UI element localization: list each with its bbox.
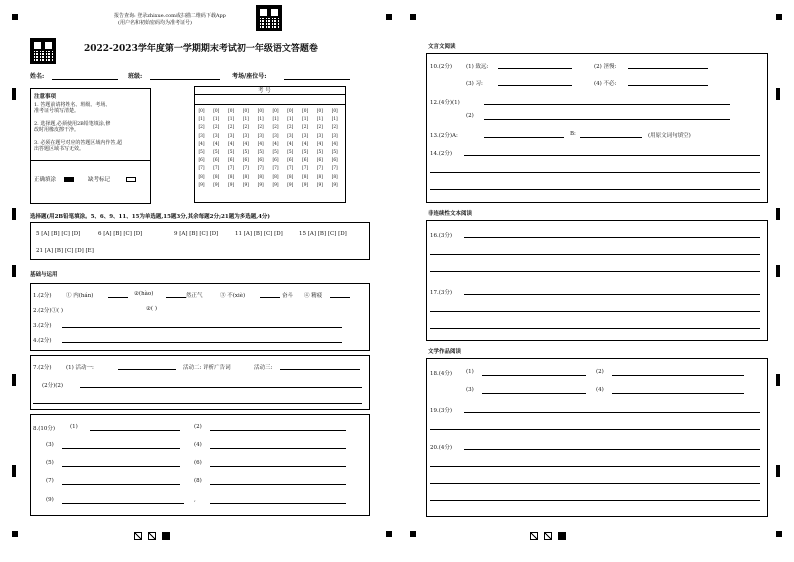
- exam-id-bubble[interactable]: [7]: [242, 166, 249, 172]
- q7-activity3: 活动三:: [254, 365, 273, 371]
- q1-d: ④ 精疲: [304, 293, 323, 299]
- exam-id-bubble[interactable]: [5]: [302, 150, 309, 156]
- exam-id-bubble[interactable]: [2]: [302, 125, 309, 131]
- correct-fill-sample: [64, 177, 74, 182]
- classical-section-title: 文言文阅读: [428, 44, 456, 50]
- exam-id-bubble[interactable]: [8]: [213, 174, 220, 180]
- exam-id-bubble[interactable]: [0]: [331, 109, 338, 114]
- q7-line3[interactable]: [33, 403, 362, 404]
- exam-id-bubble[interactable]: [2]: [331, 125, 338, 131]
- q10-4-line[interactable]: [628, 85, 708, 86]
- corner-mark: [386, 531, 392, 537]
- exam-id-bubble[interactable]: [8]: [198, 174, 205, 180]
- q18-3-line[interactable]: [482, 393, 586, 394]
- notes-item: 1. 答题前请将姓名、班级、考场、准考证号填写清楚。: [34, 102, 111, 114]
- q18-1: (1): [466, 369, 474, 375]
- exam-id-bubble[interactable]: [5]: [257, 150, 264, 156]
- q8-3-line[interactable]: [62, 448, 180, 449]
- corner-mark: [410, 531, 416, 537]
- basics-section-title: 基础与运用: [30, 272, 58, 278]
- choice-section-title: 选择题(用2B铅笔填涂。5、6、9、11、15为单选题,15题3分,其余每题2分;21题为多选题,4分): [30, 214, 271, 220]
- class-field[interactable]: [150, 79, 220, 80]
- exam-id-bubble[interactable]: [9]: [331, 182, 338, 188]
- exam-id-bubble[interactable]: [1]: [302, 117, 309, 123]
- q16-line2[interactable]: [430, 254, 760, 255]
- q8-8: (8): [194, 478, 202, 484]
- q1-a: ① 内(hán): [66, 293, 94, 299]
- exam-id-bubble[interactable]: [5]: [228, 150, 235, 156]
- exam-id-bubble[interactable]: [0]: [257, 109, 264, 114]
- q19-line2[interactable]: [430, 429, 760, 430]
- name-field[interactable]: [52, 79, 118, 80]
- exam-id-bubble[interactable]: [9]: [272, 182, 279, 188]
- exam-id-bubble[interactable]: [4]: [302, 141, 309, 147]
- q10-2: (2) 淫慢:: [594, 64, 617, 70]
- exam-id-header-line: [194, 94, 346, 95]
- q7-activity3-line[interactable]: [280, 369, 360, 370]
- q7-line2[interactable]: [80, 387, 362, 388]
- exam-id-bubble[interactable]: [2]: [228, 125, 235, 131]
- q12-label: 12.(4分)(1): [430, 100, 460, 106]
- exam-id-bubble[interactable]: [5]: [272, 150, 279, 156]
- exam-id-bubble[interactable]: [7]: [287, 166, 294, 172]
- exam-id-bubble[interactable]: [7]: [257, 166, 264, 172]
- app-qr-code: [256, 5, 282, 31]
- exam-id-bubble[interactable]: [7]: [213, 166, 220, 172]
- exam-id-bubble[interactable]: [1]: [272, 117, 279, 123]
- exam-id-bubble[interactable]: [9]: [242, 182, 249, 188]
- q10-1: (1) 致远:: [466, 64, 489, 70]
- exam-id-column[interactable]: [226, 108, 237, 190]
- literary-box: [426, 358, 768, 517]
- q8-8-line[interactable]: [210, 484, 346, 485]
- q8-label: 8.(10分): [33, 426, 56, 432]
- exam-id-bubble[interactable]: [0]: [198, 109, 205, 114]
- q8-7: (7): [46, 478, 54, 484]
- exam-id-bubble[interactable]: [0]: [287, 109, 294, 114]
- exam-id-bubble[interactable]: [3]: [272, 133, 279, 139]
- corner-mark: [386, 14, 392, 20]
- q18-label: 18.(4分): [430, 371, 453, 377]
- q17-line3[interactable]: [430, 328, 760, 329]
- q20-line1[interactable]: [464, 449, 760, 450]
- q4-label: 4.(2分): [33, 338, 52, 344]
- q12-1-line[interactable]: [484, 104, 730, 105]
- timing-mark: [12, 465, 16, 477]
- exam-id-bubble[interactable]: [4]: [242, 141, 249, 147]
- page-marker-slash: [134, 532, 142, 540]
- report-notice-line2: (用户名和初始密码均为准考证号): [118, 20, 192, 26]
- q1-b-tail: 然正气: [186, 293, 203, 299]
- q8-2: (2): [194, 424, 202, 430]
- corner-mark: [12, 14, 18, 20]
- q16-label: 16.(3分): [430, 233, 453, 239]
- timing-mark: [776, 88, 780, 100]
- exam-id-column[interactable]: [300, 108, 311, 190]
- exam-id-bubble[interactable]: [1]: [331, 117, 338, 123]
- exam-id-bubble[interactable]: [2]: [316, 125, 323, 131]
- exam-id-bubble[interactable]: [4]: [198, 141, 205, 147]
- q10-1-line[interactable]: [498, 68, 572, 69]
- q1-a-blank[interactable]: [108, 297, 128, 298]
- q7-activity1: (1) 活动一:: [66, 365, 94, 371]
- exam-id-bubble[interactable]: [6]: [228, 158, 235, 164]
- q13-a-line[interactable]: [484, 137, 564, 138]
- q7-activity1-line[interactable]: [118, 369, 176, 370]
- missing-mark-box[interactable]: [126, 177, 136, 182]
- exam-id-bubble[interactable]: [3]: [257, 133, 264, 139]
- exam-id-bubble[interactable]: [2]: [272, 125, 279, 131]
- q8-4-line[interactable]: [210, 448, 346, 449]
- exam-id-bubble[interactable]: [7]: [302, 166, 309, 172]
- exam-id-bubble[interactable]: [6]: [287, 158, 294, 164]
- q17-label: 17.(3分): [430, 290, 453, 296]
- q1-c-blank[interactable]: [260, 297, 280, 298]
- q10-3: (3) 习:: [466, 81, 483, 87]
- corner-mark: [410, 14, 416, 20]
- q8-comma: ,: [194, 497, 196, 503]
- q12-2: (2): [466, 113, 474, 119]
- q13-b: B:: [570, 131, 576, 137]
- exam-id-bubble[interactable]: [0]: [242, 109, 249, 114]
- choice-q15[interactable]: 15 [A] [B] [C] [D]: [299, 231, 347, 237]
- exam-id-bubble[interactable]: [3]: [228, 133, 235, 139]
- q10-label: 10.(2分): [430, 64, 453, 70]
- exam-id-bubble[interactable]: [5]: [316, 150, 323, 156]
- exam-id-bubble[interactable]: [5]: [213, 150, 220, 156]
- exam-id-bubble[interactable]: [6]: [302, 158, 309, 164]
- q17-line1[interactable]: [464, 294, 760, 295]
- exam-id-bubble[interactable]: [7]: [316, 166, 323, 172]
- corner-mark: [776, 14, 782, 20]
- exam-id-bubble[interactable]: [1]: [257, 117, 264, 123]
- q20-line4[interactable]: [430, 500, 760, 501]
- q3-line[interactable]: [62, 327, 342, 328]
- exam-id-bubble[interactable]: [6]: [316, 158, 323, 164]
- exam-id-bubble[interactable]: [6]: [198, 158, 205, 164]
- exam-id-bubble[interactable]: [7]: [198, 166, 205, 172]
- exam-id-bubble[interactable]: [2]: [213, 125, 220, 131]
- q8-10-line[interactable]: [210, 503, 346, 504]
- exam-id-bubbles[interactable]: [196, 108, 346, 202]
- exam-id-bubble[interactable]: [3]: [213, 133, 220, 139]
- choice-q5[interactable]: 5 [A] [B] [C] [D]: [36, 231, 81, 237]
- classical-box: [426, 53, 768, 203]
- notes-item: 2. 选择题,必须使用2B铅笔填涂,修改时用橡皮擦干净。: [34, 121, 111, 133]
- exam-id-bubble[interactable]: [4]: [331, 141, 338, 147]
- correct-fill-label: 正确填涂: [34, 177, 57, 183]
- exam-id-bubble[interactable]: [0]: [316, 109, 323, 114]
- q8-9-line[interactable]: [62, 503, 184, 504]
- seat-field[interactable]: [284, 79, 350, 80]
- exam-id-bubble[interactable]: [1]: [242, 117, 249, 123]
- exam-id-bubble[interactable]: [0]: [302, 109, 309, 114]
- q8-5: (5): [46, 460, 54, 466]
- nonlit-box: [426, 220, 768, 341]
- q8-3: (3): [46, 442, 54, 448]
- exam-id-column[interactable]: [211, 108, 222, 190]
- q13-hint: (用原文词句填空): [648, 133, 691, 139]
- exam-id-bubble[interactable]: [6]: [272, 158, 279, 164]
- missing-mark-label: 缺考标记: [88, 177, 111, 183]
- exam-id-bubble[interactable]: [3]: [198, 133, 205, 139]
- exam-id-column[interactable]: [255, 108, 266, 190]
- exam-id-bubble[interactable]: [5]: [331, 150, 338, 156]
- q18-4: (4): [596, 387, 604, 393]
- student-qr-code: [30, 38, 56, 64]
- q16-line1[interactable]: [464, 237, 760, 238]
- q14-line3[interactable]: [430, 189, 760, 190]
- exam-id-bubble[interactable]: [9]: [198, 182, 205, 188]
- q8-1: (1): [70, 424, 78, 430]
- q1-c: ③ 不(xiè): [220, 293, 246, 299]
- choice-q11[interactable]: 11 [A] [B] [C] [D]: [235, 231, 283, 237]
- timing-mark: [12, 208, 16, 220]
- q1-b-blank[interactable]: [166, 297, 186, 298]
- q13-b-line[interactable]: [580, 137, 642, 138]
- choice-box: [30, 222, 370, 260]
- corner-mark: [776, 531, 782, 537]
- choice-q21[interactable]: 21 [A] [B] [C] [D] [E]: [36, 248, 94, 254]
- exam-id-bubble[interactable]: [4]: [257, 141, 264, 147]
- q7-sub2: (2分)(2): [42, 383, 64, 389]
- exam-id-bubble[interactable]: [9]: [302, 182, 309, 188]
- q10-3-line[interactable]: [498, 85, 572, 86]
- exam-id-bubble[interactable]: [6]: [213, 158, 220, 164]
- page-marker-block: [558, 532, 566, 540]
- q16-line3[interactable]: [430, 271, 760, 272]
- choice-q9[interactable]: 9 [A] [B] [C] [D]: [174, 231, 219, 237]
- q18-4-line[interactable]: [612, 393, 744, 394]
- seat-label: 考场/座位号:: [232, 73, 267, 80]
- exam-id-bubble[interactable]: [2]: [257, 125, 264, 131]
- choice-q6[interactable]: 6 [A] [B] [C] [D]: [98, 231, 143, 237]
- q4-line[interactable]: [62, 342, 342, 343]
- q18-2: (2): [596, 369, 604, 375]
- q7-activity2: 活动二: 评析广告词: [183, 365, 231, 371]
- corner-mark: [12, 531, 18, 537]
- page-marker-slash: [530, 532, 538, 540]
- timing-mark: [776, 374, 780, 386]
- exam-id-bubble[interactable]: [2]: [242, 125, 249, 131]
- q3-label: 3.(2分): [33, 323, 52, 329]
- q8-9: (9): [46, 497, 54, 503]
- q2-b: ②( ): [146, 306, 157, 312]
- exam-id-label: 考 号: [258, 88, 271, 94]
- q8-1-line[interactable]: [90, 430, 180, 431]
- q8-2-line[interactable]: [210, 430, 346, 431]
- q8-6-line[interactable]: [210, 466, 346, 467]
- name-label: 姓名:: [30, 73, 45, 80]
- exam-id-bubble[interactable]: [9]: [228, 182, 235, 188]
- exam-id-bubble[interactable]: [6]: [331, 158, 338, 164]
- timing-mark: [12, 265, 16, 277]
- exam-id-bubble[interactable]: [2]: [198, 125, 205, 131]
- q20-line3[interactable]: [430, 483, 760, 484]
- exam-id-bubble[interactable]: [9]: [287, 182, 294, 188]
- exam-id-bubble[interactable]: [4]: [272, 141, 279, 147]
- exam-id-bubble[interactable]: [3]: [242, 133, 249, 139]
- q1-c-tail: 奋斗: [282, 293, 294, 299]
- page-marker-slash: [544, 532, 552, 540]
- timing-mark: [776, 465, 780, 477]
- exam-id-bubble[interactable]: [4]: [213, 141, 220, 147]
- page-marker-block: [162, 532, 170, 540]
- exam-id-bubble[interactable]: [1]: [316, 117, 323, 123]
- q1-b: ②(hào): [134, 291, 154, 297]
- q20-label: 20.(4分): [430, 445, 453, 451]
- q8-4: (4): [194, 442, 202, 448]
- exam-id-bubble[interactable]: [8]: [257, 174, 264, 180]
- q1-d-blank[interactable]: [330, 297, 350, 298]
- exam-id-bubble[interactable]: [8]: [331, 174, 338, 180]
- q14-line2[interactable]: [430, 172, 760, 173]
- q20-line2[interactable]: [430, 466, 760, 467]
- q19-label: 19.(3分): [430, 408, 453, 414]
- exam-id-bubble[interactable]: [0]: [228, 109, 235, 114]
- q12-2-line[interactable]: [484, 119, 730, 120]
- timing-mark: [776, 208, 780, 220]
- exam-id-bubble[interactable]: [8]: [242, 174, 249, 180]
- exam-id-bubble[interactable]: [8]: [228, 174, 235, 180]
- exam-id-column[interactable]: [314, 108, 325, 190]
- exam-id-column[interactable]: [285, 108, 296, 190]
- timing-mark: [12, 88, 16, 100]
- exam-id-bubble[interactable]: [7]: [272, 166, 279, 172]
- exam-id-bubble[interactable]: [3]: [331, 133, 338, 139]
- notes-divider: [30, 160, 151, 161]
- exam-id-bubble[interactable]: [0]: [213, 109, 220, 114]
- exam-id-bubble[interactable]: [2]: [287, 125, 294, 131]
- q1-label: 1.(2分): [33, 293, 52, 299]
- exam-id-bubble[interactable]: [4]: [287, 141, 294, 147]
- exam-id-write-line: [194, 104, 346, 105]
- exam-title: 2022-2023学年度第一学期期末考试初一年级语文答题卷: [84, 44, 318, 54]
- exam-id-bubble[interactable]: [8]: [272, 174, 279, 180]
- exam-id-column[interactable]: [196, 108, 207, 190]
- q14-label: 14.(2分): [430, 151, 453, 157]
- exam-id-bubble[interactable]: [1]: [228, 117, 235, 123]
- timing-mark: [12, 374, 16, 386]
- q17-line2[interactable]: [430, 311, 760, 312]
- exam-id-bubble[interactable]: [3]: [287, 133, 294, 139]
- exam-id-bubble[interactable]: [1]: [198, 117, 205, 123]
- literary-section-title: 文学作品阅读: [428, 349, 462, 355]
- exam-id-bubble[interactable]: [7]: [228, 166, 235, 172]
- exam-id-bubble[interactable]: [4]: [316, 141, 323, 147]
- timing-mark: [776, 265, 780, 277]
- nonlit-section-title: 非连续性文本阅读: [428, 211, 473, 217]
- q10-4: (4) 不必:: [594, 81, 617, 87]
- exam-id-bubble[interactable]: [5]: [198, 150, 205, 156]
- exam-id-bubble[interactable]: [3]: [302, 133, 309, 139]
- exam-id-column[interactable]: [240, 108, 251, 190]
- exam-id-bubble[interactable]: [7]: [331, 166, 338, 172]
- exam-id-bubble[interactable]: [6]: [242, 158, 249, 164]
- q19-line1[interactable]: [464, 412, 760, 413]
- q8-6: (6): [194, 460, 202, 466]
- q18-2-line[interactable]: [612, 375, 744, 376]
- exam-id-bubble[interactable]: [1]: [213, 117, 220, 123]
- notes-title: 注意事项: [34, 94, 57, 100]
- page-marker-slash: [148, 532, 156, 540]
- class-label: 班级:: [128, 73, 143, 80]
- report-notice-line1: 报告查询: 登录zhixue.com或扫描二维码下载App: [114, 13, 226, 19]
- q8-5-line[interactable]: [62, 466, 180, 467]
- exam-id-bubble[interactable]: [9]: [316, 182, 323, 188]
- exam-id-bubble[interactable]: [8]: [316, 174, 323, 180]
- q18-1-line[interactable]: [482, 375, 586, 376]
- exam-id-bubble[interactable]: [3]: [316, 133, 323, 139]
- exam-id-bubble[interactable]: [9]: [213, 182, 220, 188]
- exam-id-bubble[interactable]: [4]: [228, 141, 235, 147]
- exam-id-bubble[interactable]: [5]: [242, 150, 249, 156]
- q10-2-line[interactable]: [628, 68, 708, 69]
- q2-label: 2.(2分)①( ): [33, 308, 64, 314]
- exam-id-bubble[interactable]: [6]: [257, 158, 264, 164]
- notes-item: 3. 必须在题号对应的答题区域内作答,超出答题区域书写无效。: [34, 140, 122, 152]
- exam-id-bubble[interactable]: [0]: [272, 109, 279, 114]
- q7-label: 7.(2分): [33, 365, 52, 371]
- exam-id-bubble[interactable]: [8]: [302, 174, 309, 180]
- exam-id-column[interactable]: [270, 108, 281, 190]
- q8-7-line[interactable]: [62, 484, 180, 485]
- exam-id-bubble[interactable]: [5]: [287, 150, 294, 156]
- q18-3: (3): [466, 387, 474, 393]
- exam-id-bubble[interactable]: [9]: [257, 182, 264, 188]
- exam-id-column[interactable]: [329, 108, 340, 190]
- q13-label: 13.(2分)A:: [430, 133, 458, 139]
- q14-line1[interactable]: [464, 155, 760, 156]
- exam-id-bubble[interactable]: [8]: [287, 174, 294, 180]
- exam-id-bubble[interactable]: [1]: [287, 117, 294, 123]
